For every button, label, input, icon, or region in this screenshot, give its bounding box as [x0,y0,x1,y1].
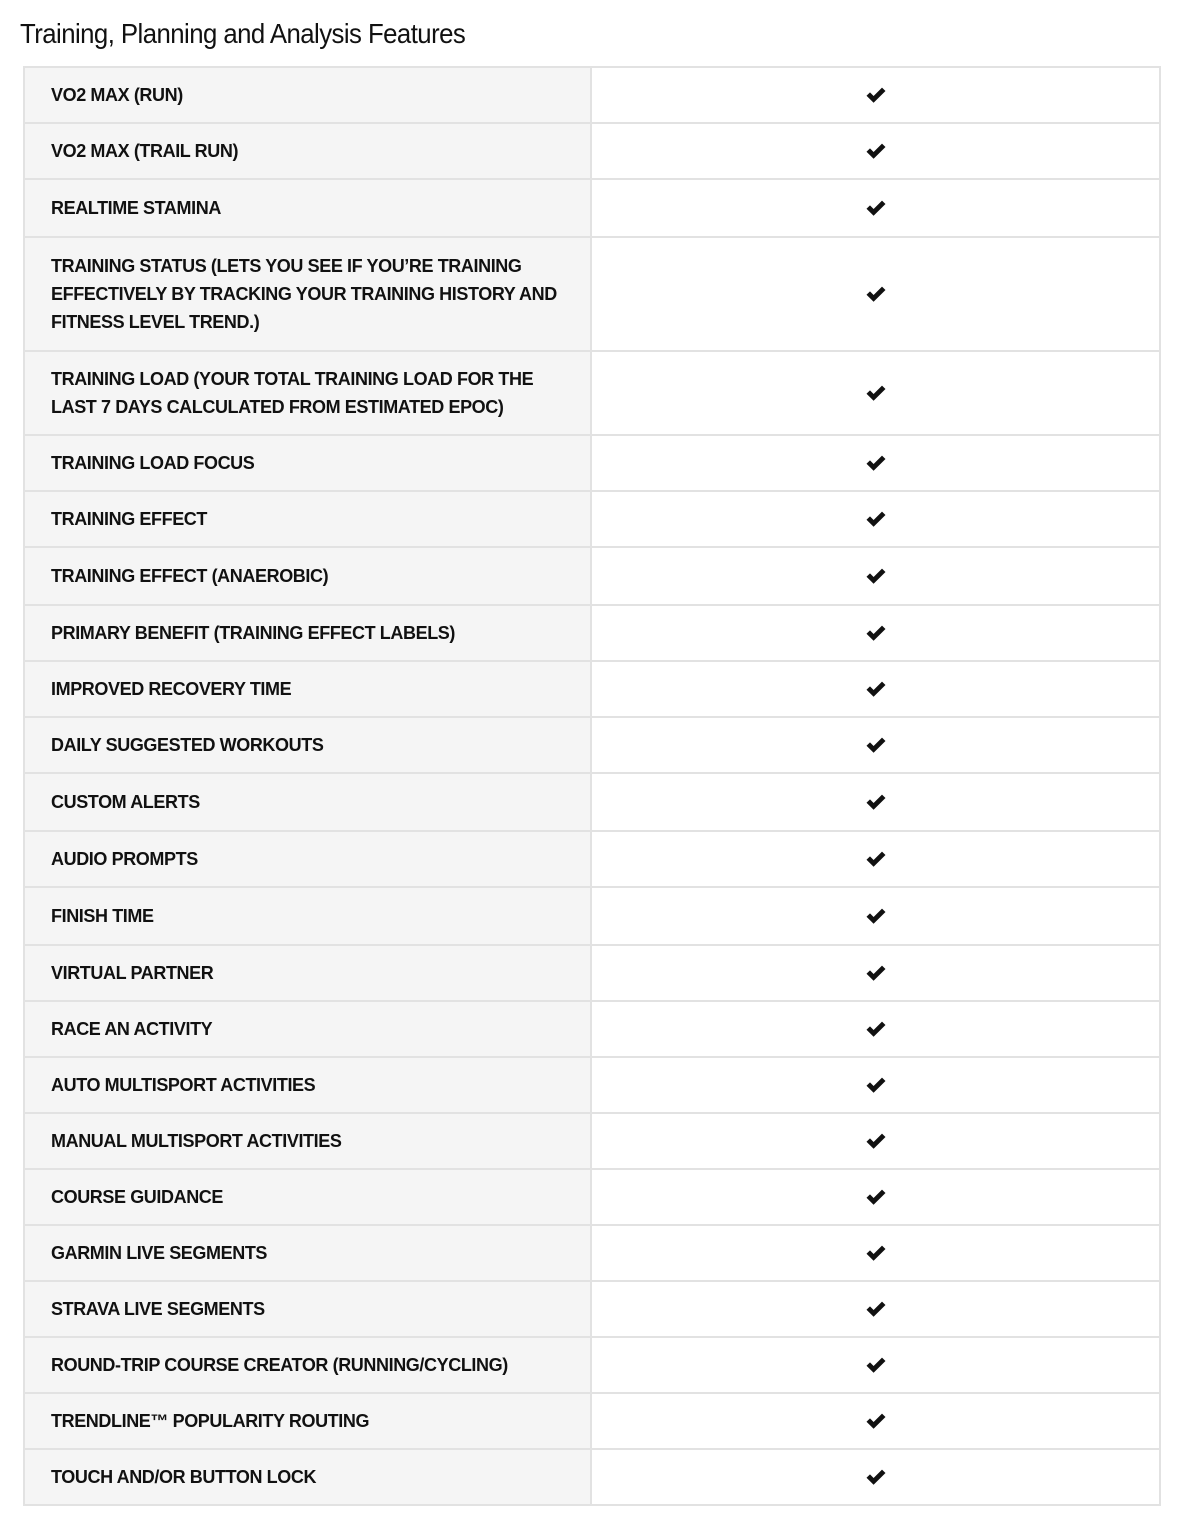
value-cell [591,1393,1160,1449]
checkmark-icon [865,199,887,217]
feature-label: MANUAL MULTISPORT ACTIVITIES [51,1131,342,1151]
table-row [24,123,1160,179]
feature-label: TRAINING LOAD FOCUS [51,453,255,473]
feature-cell [24,945,591,1001]
value-cell [591,491,1160,547]
value-cell [591,831,1160,887]
value-cell [591,351,1160,435]
value-cell [591,887,1160,945]
table-row [24,1337,1160,1393]
value-cell [591,123,1160,179]
checkmark-icon [865,1468,887,1486]
value-cell [591,237,1160,351]
feature-cell [24,351,591,435]
table-row [24,661,1160,717]
table-row [24,491,1160,547]
table-row [24,179,1160,237]
feature-label: TRAINING EFFECT [51,509,207,529]
feature-label: TOUCH AND/OR BUTTON LOCK [51,1467,317,1487]
feature-label: COURSE GUIDANCE [51,1187,224,1207]
table-row [24,1281,1160,1337]
feature-label: VO2 MAX (RUN) [51,85,183,105]
feature-label: CUSTOM ALERTS [51,792,200,812]
table-row [24,67,1160,123]
feature-label: REALTIME STAMINA [51,198,221,218]
value-cell [591,179,1160,237]
table-row [24,773,1160,831]
checkmark-icon [865,1300,887,1318]
feature-label: PRIMARY BENEFIT (TRAINING EFFECT LABELS) [51,623,455,643]
feature-cell [24,179,591,237]
value-cell [591,67,1160,123]
feature-cell [24,773,591,831]
value-cell [591,605,1160,661]
table-row [24,717,1160,773]
feature-label: DAILY SUGGESTED WORKOUTS [51,735,324,755]
checkmark-icon [865,1356,887,1374]
checkmark-icon [865,86,887,104]
table-row [24,237,1160,351]
table-row [24,887,1160,945]
feature-cell [24,1057,591,1113]
feature-label: AUDIO PROMPTS [51,849,198,869]
feature-cell [24,1337,591,1393]
feature-label: FINISH TIME [51,906,154,926]
feature-cell [24,1393,591,1449]
feature-label: STRAVA LIVE SEGMENTS [51,1299,265,1319]
value-cell [591,1337,1160,1393]
checkmark-icon [865,510,887,528]
checkmark-icon [865,1132,887,1150]
checkmark-icon [865,736,887,754]
checkmark-icon [865,907,887,925]
table-row [24,1113,1160,1169]
table-row [24,945,1160,1001]
feature-cell [24,1281,591,1337]
feature-label: TRAINING STATUS (LETS YOU SEE IF YOU’RE TRAINING EFFECTIVELY BY TRACKING YOUR TRAINING HISTORY AND FITNESS LEVEL TREND.) [51,256,557,332]
table-row [24,1393,1160,1449]
checkmark-icon [865,793,887,811]
value-cell [591,1057,1160,1113]
table-row [24,1057,1160,1113]
feature-label: IMPROVED RECOVERY TIME [51,679,292,699]
checkmark-icon [865,384,887,402]
table-row [24,1449,1160,1505]
value-cell [591,1281,1160,1337]
value-cell [591,1113,1160,1169]
feature-cell [24,887,591,945]
table-row [24,1001,1160,1057]
value-cell [591,661,1160,717]
checkmark-icon [865,1244,887,1262]
feature-cell [24,1449,591,1505]
feature-label: TRAINING EFFECT (ANAEROBIC) [51,566,329,586]
feature-cell [24,717,591,773]
checkmark-icon [865,142,887,160]
feature-cell [24,1225,591,1281]
table-row [24,1169,1160,1225]
table-row [24,831,1160,887]
feature-cell [24,237,591,351]
table-row [24,435,1160,491]
feature-cell [24,491,591,547]
checkmark-icon [865,850,887,868]
feature-cell [24,67,591,123]
feature-label: TRENDLINE™ POPULARITY ROUTING [51,1411,370,1431]
value-cell [591,773,1160,831]
feature-cell [24,1169,591,1225]
section-title: Training, Planning and Analysis Features [20,18,466,49]
feature-cell [24,435,591,491]
table-row [24,547,1160,605]
feature-cell [24,661,591,717]
table-row [24,1225,1160,1281]
value-cell [591,1169,1160,1225]
feature-cell [24,605,591,661]
features-table-body [24,67,1160,1505]
feature-label: RACE AN ACTIVITY [51,1019,213,1039]
value-cell [591,547,1160,605]
feature-label: TRAINING LOAD (YOUR TOTAL TRAINING LOAD FOR THE LAST 7 DAYS CALCULATED FROM ESTIMATED EPOC) [51,369,534,417]
feature-label: GARMIN LIVE SEGMENTS [51,1243,268,1263]
feature-label: AUTO MULTISPORT ACTIVITIES [51,1075,316,1095]
checkmark-icon [865,1076,887,1094]
checkmark-icon [865,285,887,303]
feature-cell [24,547,591,605]
table-row [24,351,1160,435]
value-cell [591,1449,1160,1505]
checkmark-icon [865,680,887,698]
value-cell [591,1225,1160,1281]
table-row [24,605,1160,661]
checkmark-icon [865,1412,887,1430]
checkmark-icon [865,1188,887,1206]
feature-cell [24,1113,591,1169]
feature-cell [24,1001,591,1057]
value-cell [591,945,1160,1001]
feature-label: VIRTUAL PARTNER [51,963,214,983]
feature-label: VO2 MAX (TRAIL RUN) [51,141,239,161]
feature-label: ROUND-TRIP COURSE CREATOR (RUNNING/CYCLING) [51,1355,508,1375]
value-cell [591,435,1160,491]
checkmark-icon [865,964,887,982]
checkmark-icon [865,454,887,472]
value-cell [591,1001,1160,1057]
checkmark-icon [865,624,887,642]
feature-cell [24,831,591,887]
checkmark-icon [865,567,887,585]
feature-cell [24,123,591,179]
features-table [23,66,1161,1506]
value-cell [591,717,1160,773]
checkmark-icon [865,1020,887,1038]
